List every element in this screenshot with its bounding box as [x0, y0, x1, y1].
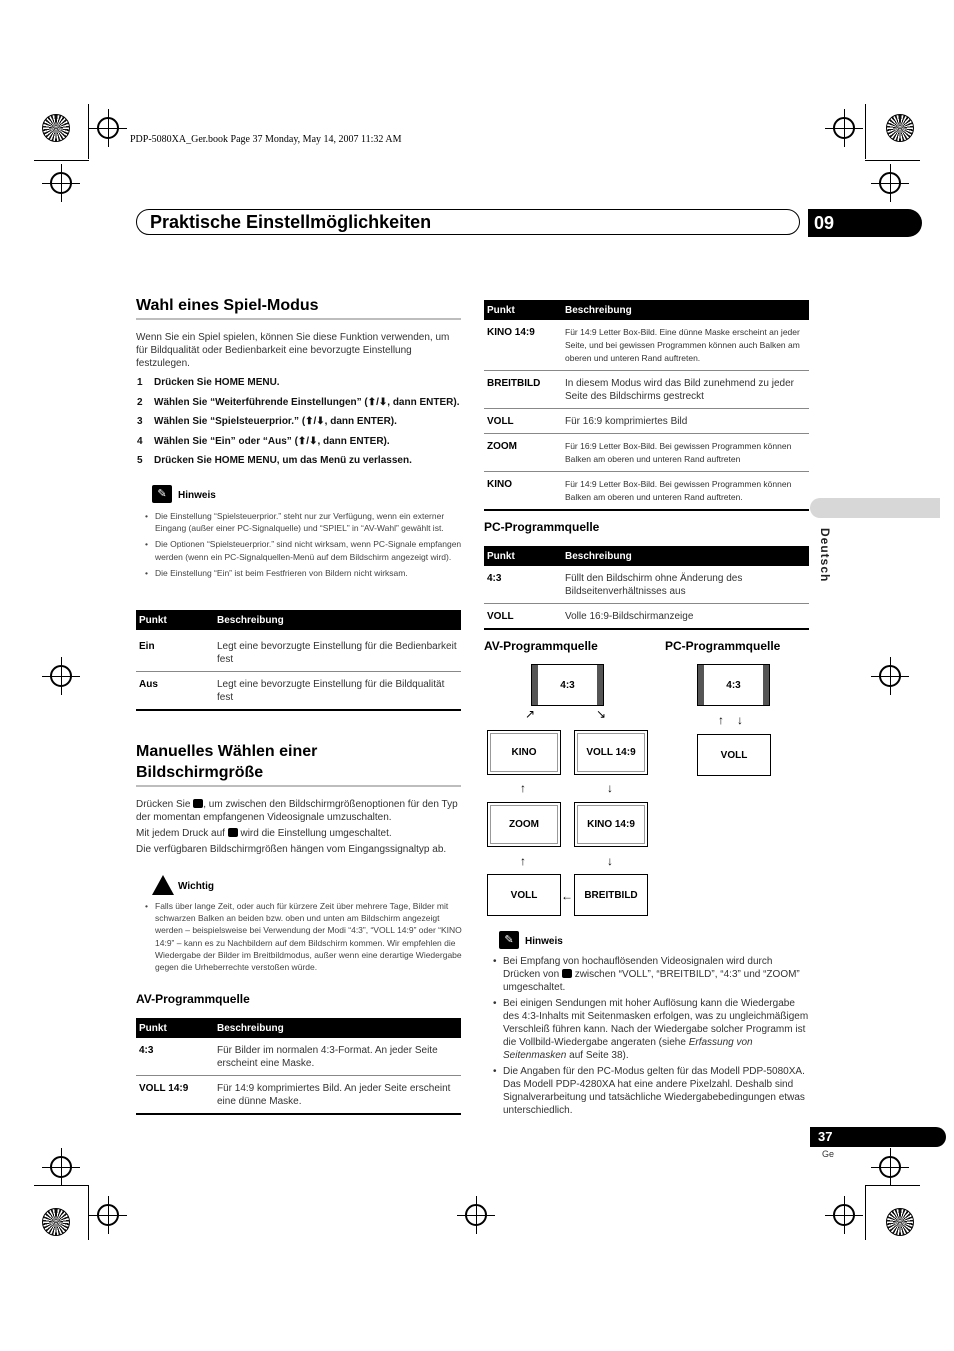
diagram-box-kino-14-9: KINO 14:9: [574, 802, 648, 847]
section-title-line: Bildschirmgröße: [136, 764, 264, 781]
pc-source-title: PC-Programmquelle: [484, 520, 600, 534]
steps-list: [137, 373, 467, 471]
arrow-icon: ↑: [520, 854, 526, 868]
side-tab-label: Deutsch: [818, 528, 832, 583]
table-cell-desc: Legt eine bevorzugte Einstellung für die Bedienbarkeit fest: [214, 630, 461, 672]
arrow-icon: ←: [561, 889, 573, 903]
table-cell-desc: Volle 16:9-Bildschirmanzeige: [562, 604, 809, 630]
table-cell-key: KINO: [484, 472, 562, 511]
crosshair-mark: [50, 1156, 72, 1178]
diagram-box-voll-14-9: VOLL 14:9: [574, 730, 648, 775]
table-row: [484, 320, 809, 371]
crosshair-mark: [97, 1204, 119, 1226]
table-cell-desc: Für 16:9 komprimiertes Bild: [562, 409, 809, 434]
section2-p1: Drücken Sie , um zwischen den Bildschirmgrößenoptionen für den Typ der momentan empfangenen Videosignale umzuschalten.: [136, 799, 458, 823]
section1-intro: Wenn Sie ein Spiel spielen, können Sie diese Funktion verwenden, um für Bildqualität oder Bedienbarkeit eine bevorzugte Einstellung festzulegen.: [136, 332, 450, 369]
warning-item: • Falls über lange Zeit, oder auch für kürzere Zeit über mehrere Tage, Bilder mit schwarzen Balken an beiden bzw. oben und unten am Bildschirm angezeigt werden – beispielsweise bei Verwendung der Modi “4:3”, “VOLL 14:9” oder “KINO 14:9” – kann es zu Nachbildern auf dem Bildschirm kommen. Wir empfehlen die Wiedergabe der Bilder im Breitbildmodus, außer wenn eine derartige Wiedergabe gegen die Urheberrechte verstoßen würde.: [145, 900, 463, 973]
arrow-icon: ↘: [596, 707, 607, 721]
column-header: Punkt: [136, 610, 214, 630]
trim-line: [865, 104, 866, 159]
arrow-icon: ↓: [607, 781, 613, 795]
note2-list: [493, 955, 809, 1120]
note-item: • Die Angaben für den PC-Modus gelten für das Modell PDP-5080XA. Das Modell PDP-4280XA hat eine andere Pixelzahl. Deshalb sind Signalverarbeitung und tatsächliche Wiedergabebedingungen etwas unterschiedlich.: [493, 1065, 809, 1117]
crosshair-mark: [879, 1156, 901, 1178]
diagram-box-4-3: 4:3: [531, 664, 604, 706]
table-row: [136, 672, 461, 711]
table-row: [136, 1076, 461, 1115]
column-header: Beschreibung: [562, 546, 809, 566]
trim-line: [34, 1185, 89, 1186]
arrow-icon: ↓: [737, 713, 743, 727]
column-header: Beschreibung: [562, 300, 809, 320]
trim-line: [865, 1185, 920, 1186]
arrow-icon: ↑: [718, 713, 724, 727]
diagram-pc-box-4-3: 4:3: [697, 664, 770, 706]
section-title-screen-size: [136, 741, 317, 783]
section2-p3: Die verfügbaren Bildschirmgrößen hängen vom Eingangssignaltyp ab.: [136, 844, 447, 855]
table-cell-desc: Für 14:9 Letter Box-Bild. Eine dünne Maske erscheint an jeder Seite, und bei gewissen Programmen können auch Balken am oberen und unteren Rand auftreten.: [562, 320, 809, 371]
note-icon: ✎: [499, 931, 519, 949]
page-title: Praktische Einstellmöglichkeiten: [150, 212, 432, 232]
section2-p2: Mit jedem Druck auf wird die Einstellung umgeschaltet.: [136, 828, 392, 839]
game-mode-table: [136, 610, 461, 711]
diagram-box-zoom: ZOOM: [487, 802, 561, 847]
trim-line: [865, 160, 920, 161]
diagram-box-voll: VOLL: [487, 874, 561, 916]
table-row: [484, 604, 809, 630]
trim-line: [88, 104, 89, 159]
note-icon: ✎: [152, 485, 172, 503]
diagram-pc-box-voll: VOLL: [697, 734, 771, 776]
arrow-icon: ↑: [520, 781, 526, 795]
table-row: [484, 472, 809, 511]
note-item: • Die Einstellung “Ein” ist beim Festfrieren von Bildern nicht wirksam.: [145, 567, 463, 579]
table-row: [136, 1038, 461, 1076]
table-header-row: [484, 546, 809, 566]
warning-title: Wichtig: [178, 881, 215, 892]
av-source-table: [136, 1018, 461, 1115]
table-cell-key: 4:3: [136, 1038, 214, 1076]
step-item: 3 Wählen Sie “Spielsteuerprior.” (⬆/⬇, dann ENTER).: [137, 416, 397, 427]
table-cell-key: BREITBILD: [484, 371, 562, 409]
column-header: Punkt: [484, 546, 562, 566]
running-header: PDP-5080XA_Ger.book Page 37 Monday, May 14, 2007 11:32 AM: [130, 134, 402, 145]
table-cell-key: Aus: [136, 672, 214, 711]
table-cell-desc: Legt eine bevorzugte Einstellung für die Bildqualität fest: [214, 672, 461, 711]
table-header-row: [136, 610, 461, 630]
crosshair-mark: [97, 117, 119, 139]
table-cell-key: VOLL 14:9: [136, 1076, 214, 1115]
table-cell-desc: Füllt den Bildschirm ohne Änderung des Bildseitenverhältnisses aus: [562, 566, 809, 604]
crosshair-mark: [833, 1204, 855, 1226]
table-row: [484, 434, 809, 472]
step-item: 4 Wählen Sie “Ein” oder “Aus” (⬆/⬇, dann ENTER).: [137, 435, 390, 447]
note-title: Hinweis: [525, 936, 563, 947]
section-title-game-mode: Wahl eines Spiel-Modus: [136, 297, 319, 314]
arrow-icon: ↗: [525, 707, 536, 721]
screen-mode-table: [484, 300, 809, 511]
step-item: 1 Drücken Sie HOME MENU.: [137, 377, 280, 388]
side-tab: [810, 498, 940, 518]
table-header-row: [136, 1018, 461, 1038]
table-cell-key: Ein: [136, 630, 214, 672]
crosshair-mark: [833, 117, 855, 139]
trim-line: [865, 1185, 866, 1240]
table-cell-desc: In diesem Modus wird das Bild zunehmend zu jeder Seite des Bildschirms gestreckt: [562, 371, 809, 409]
step-item: 5 Drücken Sie HOME MENU, um das Menü zu verlassen.: [137, 455, 412, 466]
note-list: [145, 510, 463, 583]
column-header: Punkt: [484, 300, 562, 320]
trim-line: [88, 1185, 89, 1240]
registration-ring-bottom-right: [886, 1208, 914, 1236]
arrow-icon: ↓: [607, 854, 613, 868]
table-row: [484, 371, 809, 409]
diagram-box-kino: KINO: [487, 730, 561, 775]
av-source-title: AV-Programmquelle: [136, 992, 250, 1006]
crosshair-mark: [50, 172, 72, 194]
registration-ring-top-right: [886, 114, 914, 142]
table-cell-desc: Für 14:9 Letter Box-Bild. Bei gewissen Programmen können Balken am oberen und unteren Rand auftreten.: [562, 472, 809, 511]
screen-size-button-icon: [193, 799, 203, 808]
table-cell-key: ZOOM: [484, 434, 562, 472]
table-cell-desc: Für Bilder im normalen 4:3-Format. An jeder Seite erscheint eine Maske.: [214, 1038, 461, 1076]
crosshair-mark: [50, 665, 72, 687]
column-header: Punkt: [136, 1018, 214, 1038]
page-number: 37: [810, 1127, 946, 1147]
table-row: [136, 630, 461, 672]
crosshair-mark: [465, 1204, 487, 1226]
diagram-box-breitbild: BREITBILD: [574, 874, 648, 916]
diagram-pc-label: PC-Programmquelle: [665, 639, 781, 653]
trim-line: [34, 160, 89, 161]
table-row: [484, 566, 809, 604]
table-cell-key: VOLL: [484, 604, 562, 630]
table-header-row: [484, 300, 809, 320]
crosshair-mark: [879, 665, 901, 687]
crosshair-mark: [879, 172, 901, 194]
section-rule: [136, 785, 461, 787]
pc-source-table: [484, 546, 809, 630]
screen-size-button-icon: [562, 969, 572, 978]
note-item: • Bei einigen Sendungen mit hoher Auflösung kann die Wiedergabe des 4:3-Inhalts mit Seitenmasken erfolgen, was zu ungleichmäßigem Verschleiß führen kann. Nach der Wiedergabe solcher Programm ist die Vollbild-Wiedergabe angeraten (siehe Erfassung von Seitenmasken auf Seite 38).: [493, 997, 809, 1062]
table-cell-key: 4:3: [484, 566, 562, 604]
column-header: Beschreibung: [214, 610, 461, 630]
note-item: • Bei Empfang von hochauflösenden Videosignalen wird durch Drücken von zwischen “VOLL”, “BREITBILD”, “4:3” und “ZOOM” umgeschaltet.: [493, 955, 809, 994]
registration-ring-top-left: [42, 114, 70, 142]
note-item: • Die Optionen “Spielsteuerprior.” sind nicht wirksam, wenn PC-Signale empfangen werden (wenn ein PC-Signalquellen-Menü auf dem Bildschirm angezeigt wird).: [145, 538, 463, 562]
registration-ring-bottom-left: [42, 1208, 70, 1236]
section-rule: [136, 318, 461, 320]
warning-icon: [152, 875, 174, 895]
language-code: Ge: [822, 1149, 835, 1159]
column-header: Beschreibung: [214, 1018, 461, 1038]
warning-list: [145, 900, 463, 977]
screen-size-button-icon: [228, 828, 238, 837]
note-item: • Die Einstellung “Spielsteuerprior.” steht nur zur Verfügung, wenn ein externer Eingang (außer einer PC-Signalquelle) und “SPIEL” in “AV-Wahl” gewählt ist.: [145, 510, 463, 534]
table-cell-key: KINO 14:9: [484, 320, 562, 371]
step-item: 2 Wählen Sie “Weiterführende Einstellungen” (⬆/⬇, dann ENTER).: [137, 396, 460, 408]
section-title-line: Manuelles Wählen einer: [136, 743, 318, 760]
table-cell-desc: Für 14:9 komprimiertes Bild. An jeder Seite erscheint eine dünne Maske.: [214, 1076, 461, 1115]
table-cell-key: VOLL: [484, 409, 562, 434]
diagram-av-label: AV-Programmquelle: [484, 639, 598, 653]
table-cell-desc: Für 16:9 Letter Box-Bild. Bei gewissen Programmen können Balken am oberen und unteren Rand auftreten: [562, 434, 809, 472]
note-title: Hinweis: [178, 490, 216, 501]
table-row: [484, 409, 809, 434]
chapter-number: 09: [808, 209, 922, 237]
